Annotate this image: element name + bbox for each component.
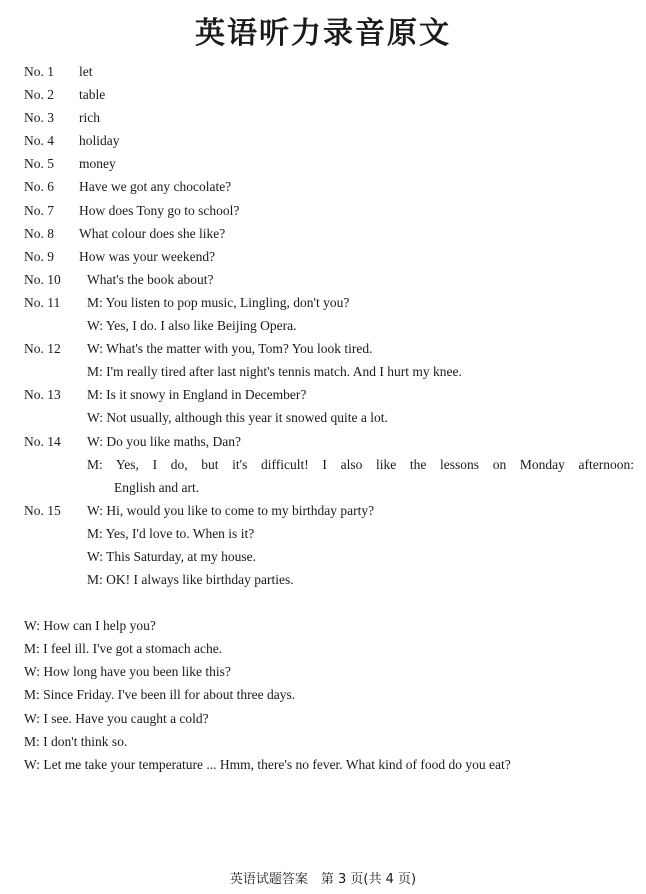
item-number: No. 12 bbox=[24, 341, 61, 357]
list-item bbox=[24, 179, 634, 202]
passage-line: M: I don't think so. bbox=[24, 733, 128, 749]
list-item bbox=[24, 64, 634, 87]
item-text: What colour does she like? bbox=[79, 225, 226, 241]
list-item bbox=[24, 226, 634, 249]
dialogue-text: M: You listen to pop music, Lingling, don't you? bbox=[87, 294, 350, 310]
item-number: No. 6 bbox=[24, 179, 54, 195]
dialogue-text: English and art. bbox=[114, 479, 200, 495]
dialogue-line bbox=[24, 549, 634, 572]
item-number: No. 11 bbox=[24, 294, 61, 310]
item-text: What's the book about? bbox=[87, 271, 214, 287]
dialogue-text: W: Hi, would you like to come to my birthday party? bbox=[87, 502, 375, 518]
item-number: No. 2 bbox=[24, 87, 54, 103]
dialogue-line bbox=[24, 457, 634, 480]
item-number: No. 15 bbox=[24, 502, 61, 518]
page-footer: 英语试题答案 第 3 页(共 4 页) bbox=[229, 872, 417, 887]
dialogue-text: M: Yes, I do, but it's difficult! I also like the lessons on Monday afternoon: bbox=[87, 456, 634, 472]
dialogue-text: W: Yes, I do. I also like Beijing Opera. bbox=[87, 318, 297, 334]
item-text: table bbox=[79, 87, 106, 103]
dialogue-line bbox=[24, 387, 634, 410]
item-text: holiday bbox=[79, 133, 120, 149]
item-number: No. 1 bbox=[24, 64, 54, 79]
item-text: How does Tony go to school? bbox=[79, 202, 240, 218]
item-text: rich bbox=[79, 110, 100, 126]
dialogue-text: W: Do you like maths, Dan? bbox=[87, 433, 241, 449]
transcript bbox=[24, 64, 634, 780]
item-text: How was your weekend? bbox=[79, 248, 216, 264]
list-item bbox=[24, 249, 634, 272]
item-number: No. 5 bbox=[24, 156, 54, 172]
list-item bbox=[24, 203, 634, 226]
dialogue-line bbox=[24, 503, 634, 526]
page-title: 英语听力录音原文 bbox=[195, 16, 451, 51]
dialogue-line bbox=[24, 364, 634, 387]
dialogue-line bbox=[24, 318, 634, 341]
dialogue-text: M: Is it snowy in England in December? bbox=[87, 387, 307, 403]
dialogue-line bbox=[24, 572, 634, 595]
item-number: No. 9 bbox=[24, 248, 54, 264]
list-item bbox=[24, 156, 634, 179]
item-number: No. 7 bbox=[24, 202, 54, 218]
dialogue-text: M: Yes, I'd love to. When is it? bbox=[87, 525, 255, 541]
dialogue-line bbox=[24, 526, 634, 549]
list-item bbox=[24, 110, 634, 133]
item-number: No. 13 bbox=[24, 387, 61, 403]
dialogue-text: M: I'm really tired after last night's tennis match. And I hurt my knee. bbox=[87, 364, 462, 380]
item-number: No. 3 bbox=[24, 110, 54, 126]
dialogue-line bbox=[24, 295, 634, 318]
dialogue-text: W: This Saturday, at my house. bbox=[87, 548, 256, 564]
item-number: No. 4 bbox=[24, 133, 54, 149]
item-text: Have we got any chocolate? bbox=[79, 179, 232, 195]
dialogue-line bbox=[24, 480, 634, 503]
passage-line: W: I see. Have you caught a cold? bbox=[24, 710, 209, 726]
passage-line: W: How long have you been like this? bbox=[24, 664, 231, 680]
dialogue-text: W: What's the matter with you, Tom? You look tired. bbox=[87, 341, 373, 357]
item-text: let bbox=[79, 64, 93, 79]
item-number: No. 8 bbox=[24, 225, 54, 241]
passage-line: M: I feel ill. I've got a stomach ache. bbox=[24, 641, 223, 657]
dialogue-line bbox=[24, 434, 634, 457]
list-item bbox=[24, 133, 634, 156]
list-item bbox=[24, 272, 634, 295]
item-number: No. 14 bbox=[24, 433, 61, 449]
item-text: money bbox=[79, 156, 116, 172]
item-number: No. 10 bbox=[24, 271, 61, 287]
list-item bbox=[24, 87, 634, 110]
dialogue-text: M: OK! I always like birthday parties. bbox=[87, 572, 294, 588]
dialogue-line bbox=[24, 341, 634, 364]
passage-line: W: How can I help you? bbox=[24, 618, 156, 634]
passage-line: M: Since Friday. I've been ill for about three days. bbox=[24, 687, 296, 703]
passage-line: W: Let me take your temperature ... Hmm, there's no fever. What kind of food do you eat? bbox=[24, 756, 511, 772]
dialogue-line bbox=[24, 410, 634, 433]
dialogue-text: W: Not usually, although this year it snowed quite a lot. bbox=[87, 410, 388, 426]
